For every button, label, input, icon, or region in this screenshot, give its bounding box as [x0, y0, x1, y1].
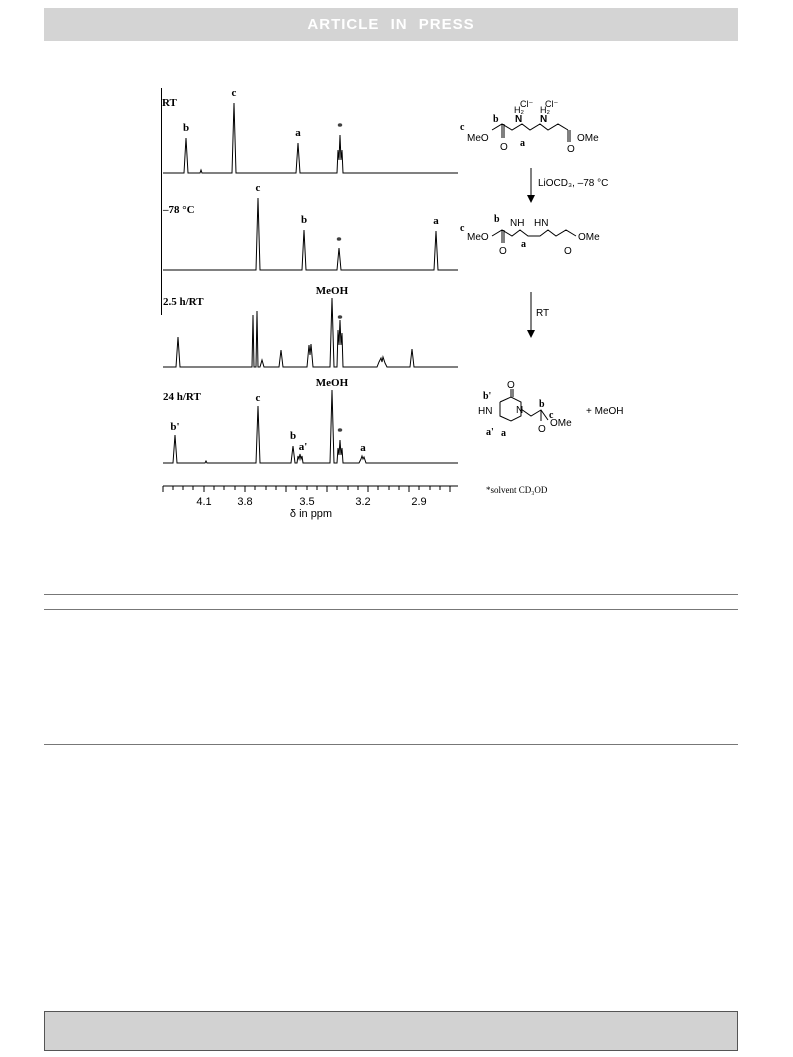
footer-bar	[44, 1011, 738, 1051]
peak-label: *	[337, 121, 343, 133]
section-divider	[44, 744, 738, 745]
svg-text:OMe: OMe	[577, 133, 599, 144]
svg-text:OMe: OMe	[578, 232, 600, 243]
spectrum-label-minus78: –78 °C	[163, 204, 195, 216]
svg-text:b': b'	[483, 391, 492, 402]
structure-piperazinone	[478, 380, 624, 439]
svg-text:a: a	[501, 428, 506, 439]
spectrum-label-2-5h: 2.5 h/RT	[163, 296, 204, 308]
peak-label: c	[255, 392, 261, 404]
svg-text:H₂: H₂	[540, 105, 550, 115]
peak-label: a	[295, 127, 301, 139]
section-divider	[44, 594, 738, 595]
peak-label: *	[336, 235, 342, 247]
svg-text:b: b	[539, 399, 545, 410]
svg-text:N: N	[516, 405, 524, 416]
peak-label: *	[337, 313, 343, 325]
svg-text:b: b	[493, 114, 499, 125]
spectrum-trace-2-5h	[163, 298, 458, 367]
svg-text:c: c	[460, 223, 465, 234]
svg-text:Cl⁻: Cl⁻	[520, 99, 534, 109]
svg-text:a: a	[521, 239, 526, 250]
svg-text:O: O	[538, 424, 546, 435]
x-axis-label: δ in ppm	[289, 508, 333, 520]
peak-label: *	[337, 426, 343, 438]
peak-label: c	[231, 87, 237, 99]
peak-label: b'	[170, 421, 180, 433]
peak-label-meoh: MeOH	[315, 285, 349, 297]
svg-text:a: a	[520, 138, 525, 149]
x-tick-label: 3.8	[237, 496, 253, 508]
svg-text:HN: HN	[534, 218, 549, 229]
reagent-label: LiOCD₃, –78 °C	[538, 178, 609, 189]
x-tick-label: 3.2	[355, 496, 371, 508]
svg-text:a': a'	[486, 427, 494, 438]
svg-text:MeO: MeO	[467, 232, 489, 243]
spectrum-trace-minus78	[163, 198, 458, 270]
section-divider	[44, 609, 738, 610]
svg-text:c: c	[549, 410, 554, 421]
spectrum-label-24h: 24 h/RT	[163, 391, 201, 403]
spectrum-label-rt: RT	[162, 97, 177, 109]
svg-text:O: O	[500, 142, 508, 153]
peak-label-meoh: MeOH	[315, 377, 349, 389]
x-tick-label: 3.5	[299, 496, 315, 508]
structure-free-diamine	[460, 214, 600, 257]
peak-label: c	[255, 182, 261, 194]
svg-text:HN: HN	[478, 406, 493, 417]
structure-diammonium-salt	[460, 99, 599, 155]
peak-label: a'	[298, 441, 308, 453]
svg-text:NH: NH	[510, 218, 525, 229]
x-tick-label: 2.9	[411, 496, 427, 508]
svg-text:N: N	[515, 114, 523, 125]
svg-text:OMe: OMe	[550, 418, 572, 429]
svg-text:N: N	[540, 114, 548, 125]
x-axis	[163, 486, 458, 492]
svg-text:b: b	[494, 214, 500, 225]
arrow-head	[527, 195, 535, 203]
peak-label: b	[182, 122, 190, 134]
peak-label: a	[360, 442, 366, 454]
plus-meoh: + MeOH	[586, 406, 624, 417]
svg-text:H₂: H₂	[514, 105, 524, 115]
spectrum-trace-rt	[163, 103, 458, 173]
arrow-head	[527, 330, 535, 338]
spectrum-trace-24h	[163, 390, 458, 463]
peak-label: b	[289, 430, 297, 442]
peak-label: b	[300, 214, 308, 226]
solvent-note: *solvent CD₃OD	[486, 485, 548, 495]
peak-label: a	[433, 215, 439, 227]
svg-text:O: O	[564, 246, 572, 257]
x-tick-label: 4.1	[196, 496, 212, 508]
svg-text:O: O	[499, 246, 507, 257]
svg-text:MeO: MeO	[467, 133, 489, 144]
condition-label: RT	[536, 308, 550, 319]
svg-text:O: O	[567, 144, 575, 155]
svg-text:O: O	[507, 380, 515, 391]
svg-text:c: c	[460, 122, 465, 133]
banner-text: ARTICLE IN PRESS	[307, 16, 475, 33]
svg-text:Cl⁻: Cl⁻	[545, 99, 559, 109]
